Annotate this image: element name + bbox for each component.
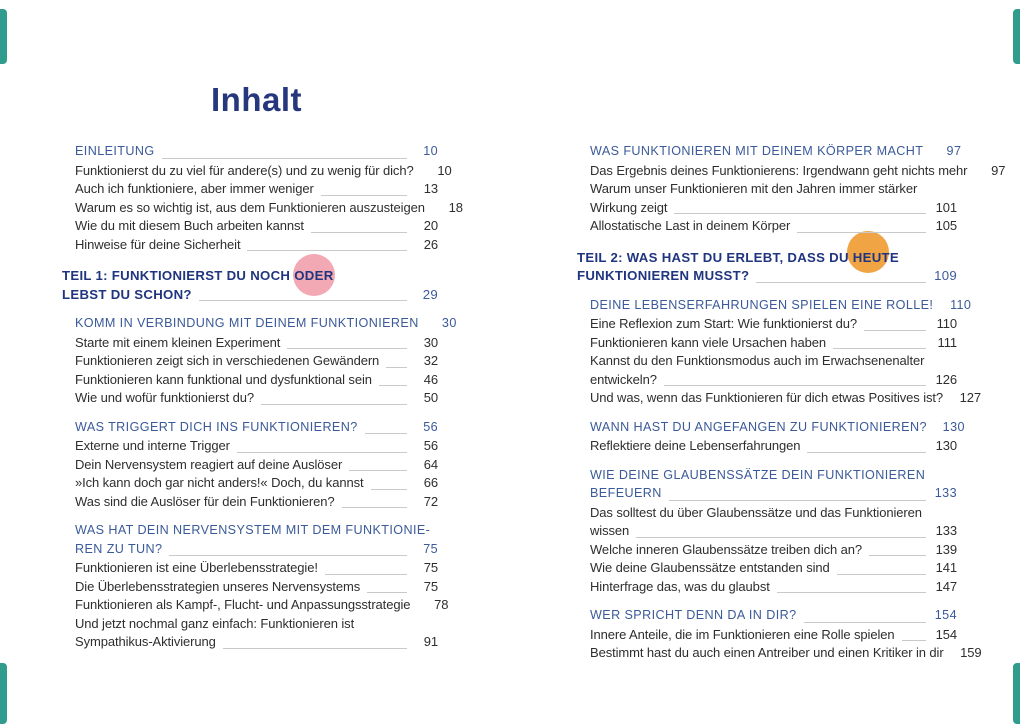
leader-line: [386, 367, 407, 368]
leader-line: [367, 592, 407, 593]
page-number: 127: [959, 390, 982, 405]
page-number: 154: [935, 626, 957, 642]
toc-section-heading: [75, 420, 438, 439]
entry-label: Innere Anteile, die im Funktionieren eine Rolle spielen: [590, 626, 895, 642]
page-edge-accent-bottom-right: [1013, 663, 1020, 724]
page-number: 66: [423, 475, 438, 490]
toc-entry: [590, 505, 957, 524]
entry-label: WER SPRICHT DENN DA IN DIR?: [590, 608, 797, 622]
entry-label: WANN HAST DU ANGEFANGEN ZU FUNKTIONIEREN?: [590, 419, 927, 434]
leader-line: [669, 500, 926, 501]
toc-entry: [590, 542, 957, 561]
entry-label: Und jetzt nochmal ganz einfach: Funktionieren ist: [75, 615, 355, 631]
toc-entry: [75, 475, 438, 494]
page-number: 64: [423, 456, 438, 472]
toc-part-heading: [577, 250, 957, 269]
leader-line: [833, 348, 926, 349]
toc-right-column: [577, 144, 1006, 664]
toc-entry: [75, 335, 438, 354]
toc-entry: [590, 335, 957, 354]
toc-part-heading: [62, 287, 438, 306]
toc-section-heading: [590, 468, 957, 487]
entry-label: KOMM IN VERBINDUNG MIT DEINEM FUNKTIONIEREN: [75, 316, 419, 330]
entry-label: TEIL 1: FUNKTIONIERST DU NOCH ODER: [62, 268, 334, 283]
toc-section-heading: [75, 144, 438, 163]
toc-entry: [75, 199, 463, 219]
page-number: 139: [935, 541, 957, 557]
leader-line: [674, 213, 926, 214]
entry-label: Wie deine Glaubenssätze entstanden sind: [590, 560, 830, 575]
entry-label: Wie du mit diesem Buch arbeiten kannst: [75, 218, 304, 233]
toc-entry: [590, 372, 957, 391]
page-number: 56: [423, 438, 438, 453]
page-number: 18: [448, 199, 463, 215]
page-number: 126: [935, 371, 957, 387]
toc-entry: [75, 494, 438, 513]
page-number: 56: [423, 419, 438, 434]
page-number: 154: [934, 608, 957, 622]
page-number: 110: [950, 297, 972, 312]
leader-line: [636, 537, 926, 538]
leader-line: [365, 433, 407, 434]
toc-left-column: [62, 144, 463, 653]
page-edge-accent-top-right: [1013, 9, 1020, 64]
page-number: 101: [935, 199, 957, 215]
entry-label: Die Überlebensstrategien unseres Nervensystems: [75, 578, 361, 594]
entry-label: Auch ich funktioniere, aber immer weniger: [75, 181, 314, 196]
entry-label: Starte mit einem kleinen Experiment: [75, 334, 281, 350]
entry-label: Allostatische Last in deinem Körper: [590, 218, 791, 233]
page-number: 32: [423, 353, 438, 368]
toc-entry: [590, 353, 957, 372]
page-edge-accent-bottom-left: [0, 663, 7, 724]
entry-label: Dein Nervensystem reagiert auf deine Auslöser: [75, 456, 343, 472]
leader-line: [311, 232, 407, 233]
toc-entry: [75, 616, 438, 635]
leader-line: [321, 195, 407, 196]
leader-line: [664, 385, 926, 386]
toc-section-heading: [590, 144, 962, 163]
page-number: 109: [934, 268, 957, 283]
leader-line: [261, 404, 407, 405]
toc-part-heading: [577, 268, 957, 287]
toc-entry: [590, 200, 957, 219]
toc-section-heading: [590, 297, 972, 317]
leader-line: [756, 282, 926, 283]
leader-line: [342, 507, 408, 508]
entry-label: Das solltest du über Glaubenssätze und das Funktionieren: [590, 504, 922, 520]
entry-label: Funktionieren als Kampf-, Flucht- und Anpassungsstrategie: [75, 597, 411, 612]
leader-line: [325, 574, 407, 575]
page-number: 29: [422, 286, 438, 302]
page-number: 78: [434, 597, 449, 612]
page-number: 159: [960, 645, 982, 660]
toc-entry: [75, 218, 438, 237]
entry-label: Hinweise für deine Sicherheit: [75, 236, 241, 252]
page-number: 111: [937, 334, 957, 350]
page-edge-accent-top-left: [0, 9, 7, 64]
leader-line: [379, 385, 407, 386]
page-number: 75: [423, 541, 438, 556]
entry-label: Wirkung zeigt: [590, 199, 668, 215]
leader-line: [162, 158, 407, 159]
entry-label: Funktionieren kann viele Ursachen haben: [590, 334, 827, 350]
entry-label: LEBST DU SCHON?: [62, 286, 192, 302]
leader-line: [349, 470, 407, 471]
page-number: 26: [423, 236, 438, 252]
toc-entry: [590, 162, 1006, 182]
page-number: 141: [935, 560, 957, 575]
toc-entry: [590, 645, 982, 664]
toc-section-heading: [590, 419, 965, 439]
toc-entry: [75, 353, 438, 372]
toc-entry: [590, 560, 957, 579]
page-number: 10: [437, 162, 452, 178]
toc-entry: [75, 237, 438, 256]
page-number: 20: [423, 218, 438, 233]
toc-entry: [75, 162, 452, 182]
entry-label: TEIL 2: WAS HAST DU ERLEBT, DASS DU HEUTE: [577, 249, 899, 265]
toc-entry: [75, 579, 438, 598]
leader-line: [237, 452, 407, 453]
entry-label: Was sind die Auslöser für dein Funktionieren?: [75, 493, 335, 509]
page-number: 97: [991, 162, 1006, 178]
page-number: 133: [934, 486, 957, 500]
leader-line: [223, 648, 407, 649]
entry-label: DEINE LEBENSERFAHRUNGEN SPIELEN EINE ROLLE!: [590, 297, 934, 312]
leader-line: [807, 452, 926, 453]
entry-label: Warum unser Funktionieren mit den Jahren immer stärker: [590, 181, 918, 196]
entry-label: WAS HAT DEIN NERVENSYSTEM MIT DEM FUNKTIONIE-: [75, 523, 431, 537]
entry-label: WIE DEINE GLAUBENSSÄTZE DEIN FUNKTIONIEREN: [590, 467, 926, 482]
entry-label: Funktionierst du zu viel für andere(s) und zu wenig für dich?: [75, 162, 414, 178]
page-number: 133: [935, 523, 957, 538]
entry-label: Funktionieren kann funktional und dysfunktional sein: [75, 371, 372, 387]
toc-section-heading: [75, 316, 457, 335]
page-number: 75: [423, 560, 438, 575]
toc-entry: [75, 560, 438, 579]
entry-label: Funktionieren zeigt sich in verschiedenen Gewändern: [75, 353, 380, 368]
leader-line: [864, 330, 926, 331]
entry-label: Und was, wenn das Funktionieren für dich etwas Positives ist?: [590, 390, 944, 405]
entry-label: Bestimmt hast du auch einen Antreiber und einen Kritiker in dir: [590, 645, 944, 660]
page-number: 97: [946, 144, 962, 158]
page-number: 30: [441, 316, 457, 330]
toc-entry: [75, 390, 438, 409]
toc-entry: [75, 457, 438, 476]
toc-entry: [590, 438, 957, 457]
toc-entry: [75, 181, 438, 200]
leader-line: [797, 232, 926, 233]
toc-entry: [75, 372, 438, 391]
entry-label: Eine Reflexion zum Start: Wie funktionierst du?: [590, 316, 857, 331]
entry-label: FUNKTIONIEREN MUSST?: [577, 268, 750, 283]
toc-entry: [590, 390, 982, 409]
leader-line: [902, 640, 926, 641]
toc-part-heading: [62, 268, 438, 287]
toc-entry: [590, 218, 957, 237]
page-number: 10: [423, 144, 438, 158]
toc-section-heading: [75, 542, 438, 561]
page-number: 130: [942, 419, 965, 434]
entry-label: Welche inneren Glaubenssätze treiben dich an?: [590, 541, 863, 557]
page-number: 75: [423, 578, 438, 594]
toc-section-heading: [590, 486, 957, 505]
entry-label: WAS FUNKTIONIEREN MIT DEINEM KÖRPER MACHT: [590, 144, 924, 158]
leader-line: [169, 555, 407, 556]
entry-label: Wie und wofür funktionierst du?: [75, 390, 254, 405]
entry-label: »Ich kann doch gar nicht anders!« Doch, du kannst: [75, 475, 364, 490]
leader-line: [247, 250, 407, 251]
toc-entry: [590, 627, 957, 646]
toc-entry: [75, 597, 449, 616]
leader-line: [777, 592, 926, 593]
leader-line: [869, 555, 926, 556]
leader-line: [287, 348, 407, 349]
leader-line: [199, 300, 407, 301]
page-number: 110: [936, 316, 957, 331]
entry-label: Hinterfrage das, was du glaubst: [590, 578, 770, 594]
leader-line: [804, 622, 927, 623]
entry-label: BEFEUERN: [590, 486, 662, 500]
toc-entry: [590, 316, 957, 335]
page-number: 105: [935, 218, 957, 233]
toc-entry: [590, 523, 957, 542]
entry-label: Das Ergebnis deines Funktionierens: Irgendwann geht nichts mehr: [590, 162, 968, 178]
entry-label: EINLEITUNG: [75, 144, 155, 158]
toc-entry: [75, 438, 438, 457]
entry-label: Kannst du den Funktionsmodus auch im Erwachsenenalter: [590, 353, 925, 368]
page-number: 46: [423, 371, 438, 387]
entry-label: Warum es so wichtig ist, aus dem Funktionieren auszusteigen: [75, 199, 425, 215]
toc-entry: [590, 579, 957, 598]
toc-entry: [75, 634, 438, 653]
page-number: 147: [935, 578, 957, 594]
page-number: 130: [935, 438, 957, 453]
page-number: 72: [423, 493, 438, 509]
page-number: 91: [423, 634, 438, 649]
page-number: 30: [423, 334, 438, 350]
leader-line: [837, 574, 926, 575]
page-number: 13: [423, 181, 438, 196]
entry-label: REN ZU TUN?: [75, 541, 163, 556]
page-number: 50: [423, 390, 438, 405]
entry-label: entwickeln?: [590, 371, 657, 387]
toc-section-heading: [590, 608, 957, 627]
entry-label: Funktionieren ist eine Überlebensstrategie!: [75, 560, 318, 575]
entry-label: Externe und interne Trigger: [75, 438, 230, 453]
entry-label: wissen: [590, 523, 630, 538]
entry-label: Sympathikus-Aktivierung: [75, 634, 216, 649]
toc-entry: [590, 181, 957, 200]
page-title: Inhalt: [211, 81, 302, 118]
entry-label: Reflektiere deine Lebenserfahrungen: [590, 438, 801, 453]
entry-label: WAS TRIGGERT DICH INS FUNKTIONIEREN?: [75, 419, 358, 434]
leader-line: [371, 489, 407, 490]
toc-section-heading: [75, 523, 438, 542]
